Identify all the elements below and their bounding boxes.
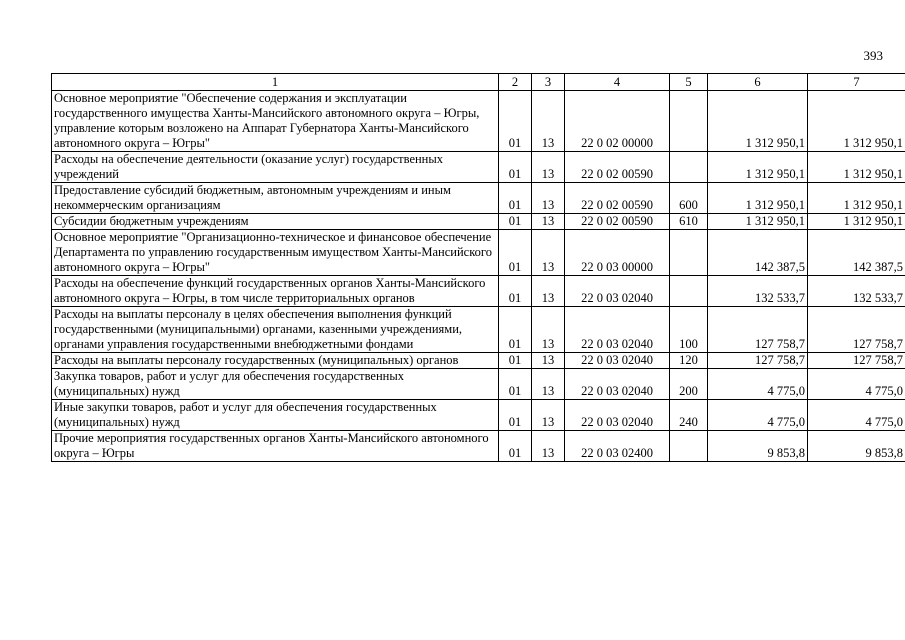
budget-table [51,73,905,462]
header-col-7: 7 [808,74,905,91]
cell-subsection: 13 [532,369,565,400]
cell-section: 01 [499,276,532,307]
cell-amount-2: 1 312 950,1 [808,214,905,230]
table-row [52,276,905,307]
cell-section: 01 [499,431,532,462]
cell-subsection: 13 [532,400,565,431]
cell-name: Закупка товаров, работ и услуг для обеспечения государственных (муниципальных) нужд [52,369,499,400]
table-row [52,353,905,369]
cell-amount-2: 142 387,5 [808,230,905,276]
cell-target-code: 22 0 03 02040 [565,353,670,369]
cell-expense-type: 610 [670,214,708,230]
cell-amount-1: 1 312 950,1 [708,152,808,183]
cell-subsection: 13 [532,91,565,152]
cell-amount-1: 1 312 950,1 [708,214,808,230]
table-row [52,400,905,431]
header-col-3: 3 [532,74,565,91]
cell-subsection: 13 [532,152,565,183]
cell-amount-1: 1 312 950,1 [708,183,808,214]
table-row [52,230,905,276]
table-row [52,369,905,400]
cell-amount-2: 4 775,0 [808,369,905,400]
header-col-4: 4 [565,74,670,91]
cell-section: 01 [499,152,532,183]
cell-amount-2: 1 312 950,1 [808,152,905,183]
page-number: 393 [863,48,883,63]
cell-amount-1: 1 312 950,1 [708,91,808,152]
cell-amount-1: 9 853,8 [708,431,808,462]
cell-target-code: 22 0 02 00590 [565,183,670,214]
cell-section: 01 [499,353,532,369]
cell-target-code: 22 0 03 02400 [565,431,670,462]
cell-subsection: 13 [532,183,565,214]
cell-amount-1: 127 758,7 [708,307,808,353]
table-row [52,214,905,230]
header-col-5: 5 [670,74,708,91]
cell-expense-type: 120 [670,353,708,369]
cell-section: 01 [499,307,532,353]
cell-target-code: 22 0 03 02040 [565,276,670,307]
cell-target-code: 22 0 03 02040 [565,400,670,431]
cell-target-code: 22 0 03 02040 [565,307,670,353]
header-col-6: 6 [708,74,808,91]
cell-name: Расходы на выплаты персоналу государственных (муниципальных) органов [52,353,499,369]
cell-name: Основное мероприятие "Организационно-техническое и финансовое обеспечение Департамента по управлению государственным имуществом Ханты-Мансийского автономного округа – Югры" [52,230,499,276]
cell-amount-1: 132 533,7 [708,276,808,307]
cell-target-code: 22 0 02 00590 [565,152,670,183]
header-col-1: 1 [52,74,499,91]
cell-target-code: 22 0 02 00590 [565,214,670,230]
cell-section: 01 [499,183,532,214]
cell-amount-1: 4 775,0 [708,400,808,431]
cell-amount-1: 142 387,5 [708,230,808,276]
cell-subsection: 13 [532,307,565,353]
cell-expense-type: 600 [670,183,708,214]
cell-section: 01 [499,214,532,230]
cell-amount-1: 4 775,0 [708,369,808,400]
cell-expense-type [670,91,708,152]
cell-amount-2: 127 758,7 [808,353,905,369]
cell-subsection: 13 [532,353,565,369]
cell-name: Расходы на обеспечение деятельности (оказание услуг) государственных учреждений [52,152,499,183]
table-row [52,307,905,353]
table-row [52,152,905,183]
cell-subsection: 13 [532,276,565,307]
cell-amount-1: 127 758,7 [708,353,808,369]
cell-amount-2: 4 775,0 [808,400,905,431]
cell-name: Расходы на обеспечение функций государственных органов Ханты-Мансийского автономного округа – Югры, в том числе территориальных органов [52,276,499,307]
cell-name: Основное мероприятие "Обеспечение содержания и эксплуатации государственного имущества Ханты-Мансийского автономного округа – Югры, управление которым возложено на Аппарат Губернатора Ханты-Мансийского автономного округа – Югры" [52,91,499,152]
table-row [52,91,905,152]
cell-amount-2: 9 853,8 [808,431,905,462]
cell-expense-type [670,230,708,276]
header-row [52,74,905,91]
cell-name: Прочие мероприятия государственных органов Ханты-Мансийского автономного округа – Югры [52,431,499,462]
cell-name: Предоставление субсидий бюджетным, автономным учреждениям и иным некоммерческим организациям [52,183,499,214]
cell-name: Субсидии бюджетным учреждениям [52,214,499,230]
header-col-2: 2 [499,74,532,91]
cell-expense-type [670,276,708,307]
cell-amount-2: 1 312 950,1 [808,91,905,152]
cell-name: Расходы на выплаты персоналу в целях обеспечения выполнения функций государственными (муниципальными) органами, казенными учреждениями, органами управления государственными внебюджетными фондами [52,307,499,353]
cell-subsection: 13 [532,230,565,276]
cell-amount-2: 132 533,7 [808,276,905,307]
cell-expense-type [670,152,708,183]
cell-expense-type: 240 [670,400,708,431]
table-row [52,431,905,462]
cell-expense-type [670,431,708,462]
cell-subsection: 13 [532,214,565,230]
cell-name: Иные закупки товаров, работ и услуг для обеспечения государственных (муниципальных) нужд [52,400,499,431]
cell-subsection: 13 [532,431,565,462]
cell-target-code: 22 0 03 02040 [565,369,670,400]
table-row [52,183,905,214]
cell-expense-type: 200 [670,369,708,400]
cell-amount-2: 127 758,7 [808,307,905,353]
cell-section: 01 [499,91,532,152]
cell-expense-type: 100 [670,307,708,353]
cell-section: 01 [499,369,532,400]
cell-target-code: 22 0 02 00000 [565,91,670,152]
cell-section: 01 [499,230,532,276]
cell-target-code: 22 0 03 00000 [565,230,670,276]
cell-section: 01 [499,400,532,431]
cell-amount-2: 1 312 950,1 [808,183,905,214]
